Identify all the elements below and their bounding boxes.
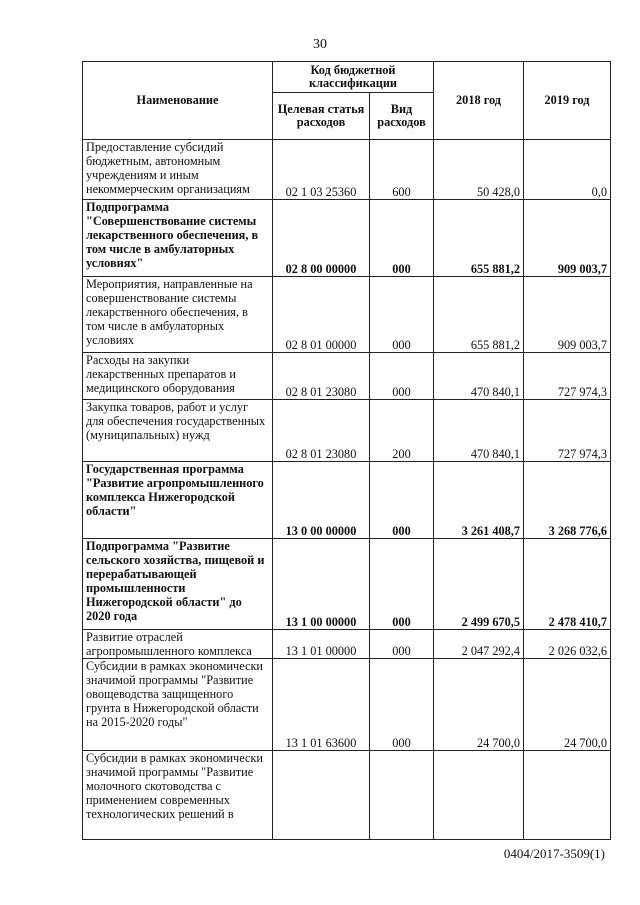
row-target-article: 13 1 00 00000 — [273, 539, 370, 630]
table-row — [83, 200, 611, 277]
table-row — [83, 462, 611, 539]
budget-table — [82, 61, 611, 840]
table-row — [83, 539, 611, 630]
row-expense-type: 000 — [370, 539, 434, 630]
row-value-2019: 727 974,3 — [524, 353, 611, 400]
row-value-2019: 2 026 032,6 — [524, 630, 611, 659]
row-expense-type: 200 — [370, 400, 434, 462]
table-row — [83, 277, 611, 353]
row-expense-type: 000 — [370, 200, 434, 277]
table-row — [83, 140, 611, 200]
table-row — [83, 659, 611, 751]
row-value-2018: 2 047 292,4 — [434, 630, 524, 659]
row-target-article: 02 8 01 23080 — [273, 353, 370, 400]
document-id: 0404/2017-3509(1) — [503, 846, 605, 861]
row-name: Подпрограмма "Совершенствование системы лекарственного обеспечения, в том числе в амбулаторных условиях" — [83, 200, 273, 277]
row-value-2018: 2 499 670,5 — [434, 539, 524, 630]
header-name: Наименование — [83, 62, 273, 140]
table-row — [83, 400, 611, 462]
row-target-article: 02 8 01 00000 — [273, 277, 370, 353]
row-value-2018: 470 840,1 — [434, 353, 524, 400]
row-expense-type: 600 — [370, 140, 434, 200]
row-name: Развитие отраслей агропромышленного комплекса — [83, 630, 273, 659]
page-number: 30 — [313, 37, 327, 52]
row-value-2018: 3 261 408,7 — [434, 462, 524, 539]
row-name: Подпрограмма "Развитие сельского хозяйства, пищевой и перерабатывающей промышленности Нижегородской области" до 2020 года — [83, 539, 273, 630]
row-value-2018: 655 881,2 — [434, 200, 524, 277]
row-value-2018 — [434, 751, 524, 840]
row-value-2019: 727 974,3 — [524, 400, 611, 462]
row-expense-type: 000 — [370, 277, 434, 353]
row-target-article: 13 1 01 63600 — [273, 659, 370, 751]
header-2019: 2019 год — [524, 62, 611, 140]
table-row — [83, 353, 611, 400]
row-value-2019: 2 478 410,7 — [524, 539, 611, 630]
row-name: Субсидии в рамках экономически значимой программы "Развитие овощеводства защищенного грунта в Нижегородской области на 2015-2020 годы" — [83, 659, 273, 751]
header-code-group: Код бюджетной классификации — [273, 62, 434, 93]
row-target-article: 13 1 01 00000 — [273, 630, 370, 659]
row-value-2019 — [524, 751, 611, 840]
row-value-2019: 24 700,0 — [524, 659, 611, 751]
row-name: Субсидии в рамках экономически значимой программы "Развитие молочного скотоводства с применением современных технологических решений в — [83, 751, 273, 840]
row-target-article: 02 8 01 23080 — [273, 400, 370, 462]
row-expense-type — [370, 751, 434, 840]
row-value-2019: 0,0 — [524, 140, 611, 200]
row-value-2018: 50 428,0 — [434, 140, 524, 200]
row-target-article — [273, 751, 370, 840]
row-name: Государственная программа "Развитие агропромышленного комплекса Нижегородской области" — [83, 462, 273, 539]
row-value-2019: 3 268 776,6 — [524, 462, 611, 539]
row-name: Предоставление субсидий бюджетным, автономным учреждениям и иным некоммерческим организациям — [83, 140, 273, 200]
row-value-2018: 655 881,2 — [434, 277, 524, 353]
row-target-article: 02 8 00 00000 — [273, 200, 370, 277]
row-name: Закупка товаров, работ и услуг для обеспечения государственных (муниципальных) нужд — [83, 400, 273, 462]
row-value-2018: 24 700,0 — [434, 659, 524, 751]
table-row — [83, 630, 611, 659]
row-value-2018: 470 840,1 — [434, 400, 524, 462]
row-expense-type: 000 — [370, 659, 434, 751]
header-target-article: Целевая статья расходов — [273, 93, 370, 140]
row-target-article: 02 1 03 25360 — [273, 140, 370, 200]
row-name: Расходы на закупки лекарственных препаратов и медицинского оборудования — [83, 353, 273, 400]
row-name: Мероприятия, направленные на совершенствование системы лекарственного обеспечения, в том числе в амбулаторных условиях — [83, 277, 273, 353]
row-value-2019: 909 003,7 — [524, 200, 611, 277]
header-2018: 2018 год — [434, 62, 524, 140]
row-expense-type: 000 — [370, 353, 434, 400]
row-target-article: 13 0 00 00000 — [273, 462, 370, 539]
row-value-2019: 909 003,7 — [524, 277, 611, 353]
header-expense-type: Вид расходов — [370, 93, 434, 140]
table-row — [83, 751, 611, 840]
row-expense-type: 000 — [370, 630, 434, 659]
row-expense-type: 000 — [370, 462, 434, 539]
